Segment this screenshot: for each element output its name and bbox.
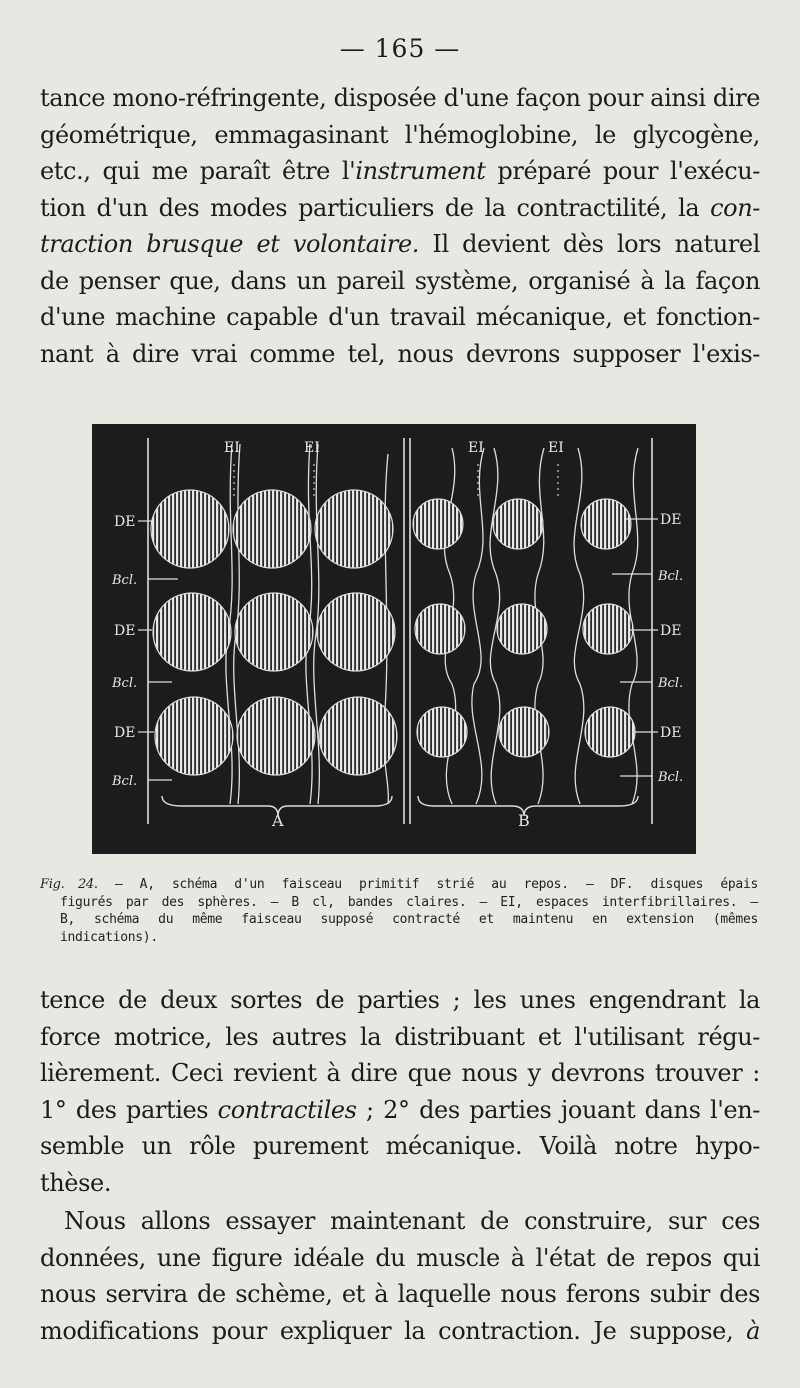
text-line: modifications pour expliquer la contraction. Je suppose, à: [40, 1316, 760, 1345]
left-label: Bcl.: [112, 676, 138, 691]
text-line: Nous allons essayer maintenant de construire, sur ces: [64, 1207, 760, 1235]
text-line: nant à dire vrai comme tel, nous devrons supposer l'exis-: [40, 339, 760, 368]
paragraph-3: [40, 1203, 760, 1349]
text-line: etc., qui me paraît être l'instrument préparé pour l'exécu-: [40, 157, 760, 185]
discs-group-a: [151, 490, 397, 775]
italic-term: traction brusque et volontaire.: [40, 230, 420, 258]
text-line: tion d'un des modes particuliers de la contractilité, la con-: [40, 193, 760, 222]
left-label: Bcl.: [112, 573, 138, 588]
figure-muscle-schema: [92, 424, 696, 854]
text-line: données, une figure idéale du muscle à l'état de repos qui: [40, 1243, 760, 1272]
right-label: Bcl.: [658, 569, 684, 584]
text-line: géométrique, emmagasinant l'hémoglobine, le glycogène,: [40, 120, 760, 149]
right-label: Bcl.: [658, 770, 684, 785]
paragraph-2: [40, 982, 760, 1201]
left-label: DE: [114, 623, 136, 639]
ei-label: EI: [548, 440, 564, 456]
page-number: — 165 —: [339, 34, 461, 63]
caption-line: B, schéma du même faisceau supposé contracté et maintenu en extension (mêmes: [60, 912, 758, 927]
caption-line: indications).: [60, 929, 158, 945]
right-label: DE: [660, 623, 682, 639]
left-label: DE: [114, 725, 136, 741]
text-line: nous servira de schème, et à laquelle nous ferons subir des: [40, 1280, 760, 1308]
italic-term: contractiles: [217, 1095, 357, 1124]
figure-caption: [40, 876, 758, 946]
figure-illustration: [92, 424, 696, 854]
ei-label: EI: [224, 440, 240, 456]
right-label: DE: [660, 725, 682, 741]
discs-group-b: [413, 499, 635, 757]
group-label-b: B: [518, 811, 530, 830]
text-line: tance mono-réfringente, disposée d'une façon pour ainsi dire: [40, 84, 760, 112]
paragraph-1: [40, 80, 760, 372]
figure-number: Fig. 24.: [40, 877, 98, 892]
left-label: DE: [114, 514, 136, 530]
text-line: de penser que, dans un pareil système, organisé à la façon: [40, 266, 760, 295]
left-label: Bcl.: [112, 774, 138, 789]
text-line: force motrice, les autres la distribuant et l'utilisant régu-: [40, 1022, 760, 1051]
caption-line: figurés par des sphères. — B cl, bandes claires. — EI, espaces interfibrillaires. —: [60, 894, 758, 910]
right-label: DE: [660, 512, 682, 528]
text-line: semble un rôle purement mécanique. Voilà notre hypo-: [40, 1132, 760, 1160]
italic-term: con-: [710, 193, 760, 222]
text-line: thèse.: [40, 1168, 112, 1197]
italic-term: à: [746, 1316, 760, 1345]
text-line: d'une machine capable d'un travail mécanique, et fonction-: [40, 303, 760, 331]
group-label-a: A: [272, 811, 284, 830]
text-line: 1° des parties contractiles ; 2° des parties jouant dans l'en-: [40, 1095, 760, 1124]
text-line: tence de deux sortes de parties ; les unes engendrant la: [40, 986, 760, 1014]
text-line: lièrement. Ceci revient à dire que nous y devrons trouver :: [40, 1059, 760, 1087]
caption-line: Fig. 24. — A, schéma d'un faisceau primitif strié au repos. — DF. disques épais: [40, 877, 758, 892]
italic-term: instrument: [355, 157, 486, 185]
text-line: traction brusque et volontaire. Il devient dès lors naturel: [40, 230, 760, 258]
ei-label: EI: [468, 440, 484, 456]
ei-label: EI: [304, 440, 320, 456]
right-label: Bcl.: [658, 676, 684, 691]
